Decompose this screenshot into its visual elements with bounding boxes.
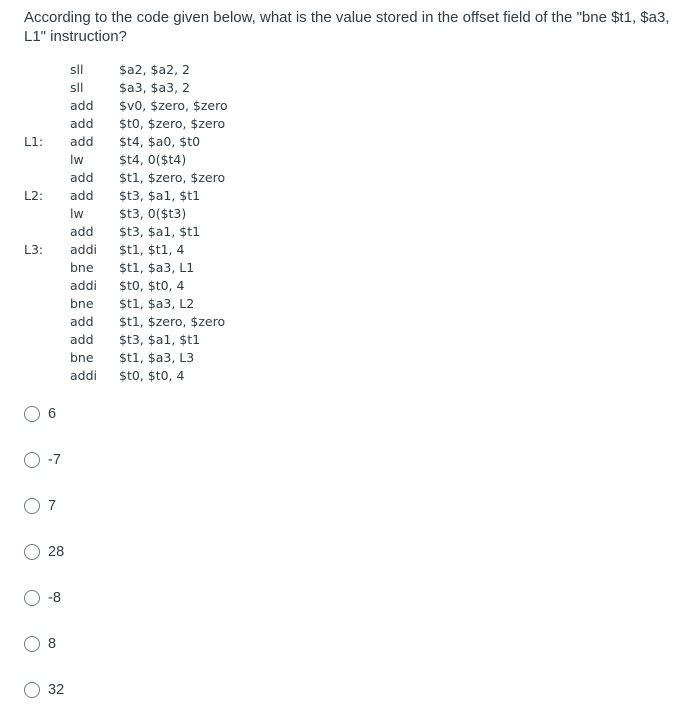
code-operands: $t1, $t1, 4: [119, 242, 185, 257]
answer-option-32[interactable]: [24, 679, 64, 701]
code-opcode: addi: [70, 242, 98, 257]
code-label: L1:: [24, 134, 44, 149]
answer-label: 28: [48, 544, 65, 560]
code-operands: $t1, $zero, $zero: [119, 314, 226, 329]
code-opcode: add: [70, 188, 94, 203]
code-operands: $t0, $t0, 4: [119, 368, 185, 383]
answer-label: 32: [48, 682, 65, 698]
question-text: According to the code given below, what is the value stored in the offset field of the "bne $t1, $a3, L1" instruction?: [24, 9, 670, 45]
code-operands: $t3, $a1, $t1: [119, 188, 201, 203]
code-operands: $t3, 0($t3): [119, 206, 187, 221]
code-opcode: add: [70, 134, 94, 149]
code-opcode: add: [70, 224, 94, 239]
code-opcode: add: [70, 332, 94, 347]
code-opcode: bne: [70, 350, 94, 365]
code-opcode: sll: [70, 62, 84, 77]
radio-button[interactable]: [24, 636, 40, 652]
answer-label: 7: [48, 498, 57, 514]
answer-label: 6: [48, 406, 57, 422]
radio-button[interactable]: [24, 544, 40, 560]
code-operands: $a3, $a3, 2: [119, 80, 190, 95]
answer-option-28[interactable]: [24, 541, 64, 563]
answer-label: 8: [48, 636, 57, 652]
answer-option-8[interactable]: [24, 633, 56, 655]
radio-button[interactable]: [24, 682, 40, 698]
answer-option-7[interactable]: [24, 495, 56, 517]
code-operands: $t1, $a3, L1: [119, 260, 195, 275]
code-opcode: lw: [70, 206, 84, 221]
code-opcode: add: [70, 314, 94, 329]
code-opcode: addi: [70, 368, 98, 383]
code-operands: $t3, $a1, $t1: [119, 332, 201, 347]
code-operands: $t4, $a0, $t0: [119, 134, 201, 149]
answer-option-minus-7[interactable]: [24, 449, 61, 471]
answer-option-minus-8[interactable]: [24, 587, 61, 609]
radio-button[interactable]: [24, 498, 40, 514]
code-label: L2:: [24, 188, 44, 203]
code-opcode: add: [70, 170, 94, 185]
code-operands: $a2, $a2, 2: [119, 62, 190, 77]
code-operands: $t1, $a3, L2: [119, 296, 195, 311]
code-opcode: add: [70, 98, 94, 113]
code-operands: $t0, $t0, 4: [119, 278, 185, 293]
radio-button[interactable]: [24, 406, 40, 422]
code-opcode: bne: [70, 260, 94, 275]
code-operands: $t0, $zero, $zero: [119, 116, 226, 131]
code-label: L3:: [24, 242, 44, 257]
code-opcode: bne: [70, 296, 94, 311]
answer-option-6[interactable]: [24, 403, 56, 425]
code-opcode: lw: [70, 152, 84, 167]
code-operands: $t1, $zero, $zero: [119, 170, 226, 185]
code-opcode: addi: [70, 278, 98, 293]
radio-button[interactable]: [24, 452, 40, 468]
code-opcode: sll: [70, 80, 84, 95]
code-operands: $t4, 0($t4): [119, 152, 187, 167]
code-operands: $t1, $a3, L3: [119, 350, 195, 365]
code-opcode: add: [70, 116, 94, 131]
answer-label: -7: [48, 452, 61, 468]
code-operands: $v0, $zero, $zero: [119, 98, 228, 113]
code-operands: $t3, $a1, $t1: [119, 224, 201, 239]
radio-button[interactable]: [24, 590, 40, 606]
answer-label: -8: [48, 590, 61, 606]
